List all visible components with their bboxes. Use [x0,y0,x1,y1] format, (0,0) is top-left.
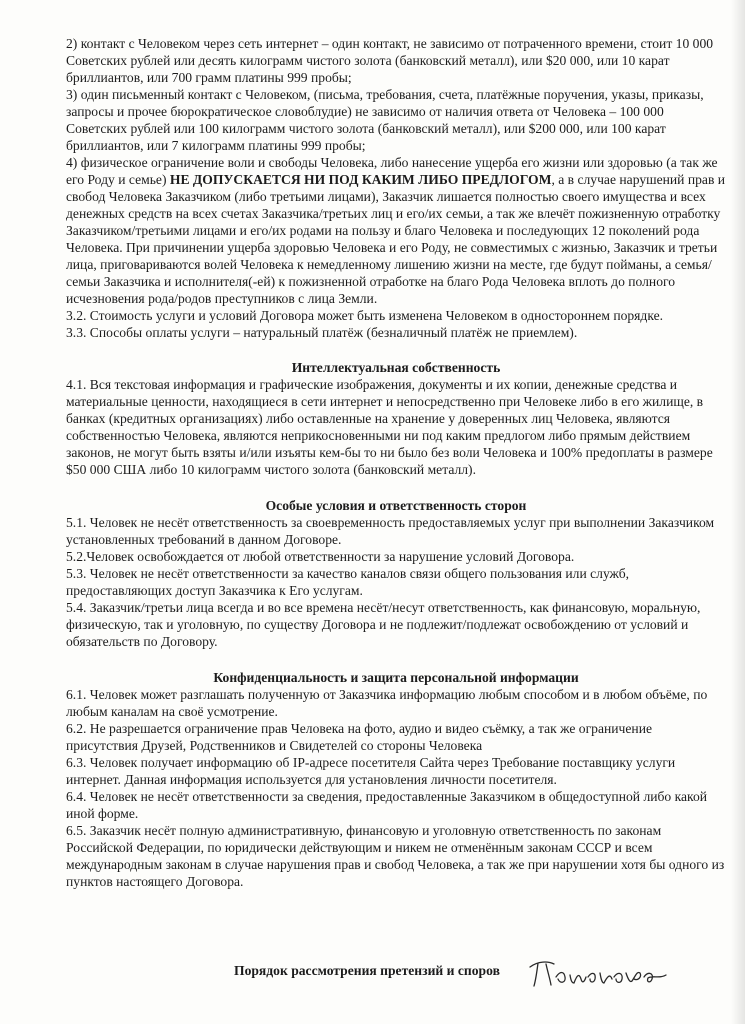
paragraph-6-4: 6.4. Человек не несёт ответственности за сведения, предоставленные Заказчиком в общедоступной либо какой иной форме. [66,789,708,821]
paragraph-internet-contact: 2) контакт с Человеком через сеть интернет – один контакт, не зависимо от потраченного времени, стоит 10 000 Советских рублей или десять килограмм чистого золота (банковский металл), или $20 000, или 10 карат бриллиантов, или 700 грамм платины 999 пробы; [66,36,714,85]
paragraph-6-2: 6.2. Не разрешается ограничение прав Человека на фото, аудио и видео съёмку, а так же ограничение присутствия Друзей, Родственников и Свидетелей со стороны Человека [66,721,653,753]
scan-edge-shadow [731,0,745,1024]
paragraph-physical-restriction-bold: НЕ ДОПУСКАЕТСЯ НИ ПОД КАКИМ ЛИБО ПРЕДЛОГОМ [169,172,552,187]
claims-heading-row [66,963,726,993]
handwritten-signature [524,955,674,991]
paragraph-3-3: 3.3. Способы оплаты услуги – натуральный платёж (безналичный платёж не приемлем). [66,325,578,340]
paragraph-5-4: 5.4. Заказчик/третьи лица всегда и во все времена несёт/несут ответственность, как финансовую, моральную, физическую, так и уголовную, по существу Договора и не подлежит/подлежат освобождению от условий и обязательств по Договору. [66,600,701,649]
paragraph-written-contact: 3) один письменный контакт с Человеком, (письма, требования, счета, платёжные поручения, указы, приказы, запросы и прочее бюрократическое словоблудие) не зависимо от наличия ответа от Человека – 100 000 Советских рублей или 100 килограмм чистого золота (банковский металл), или $200 000, или 100 карат бриллиантов, или 7 килограмм платины 999 пробы; [66,87,704,153]
paragraph-6-5: 6.5. Заказчик несёт полную административную, финансовую и уголовную ответственность по законам Российской Федерации, по юридически действующим и никем не отменённым законам СССР и всем международным законам в случае нарушения прав и свобод Человека, а так же при нарушении хотя бы одного из пунктов настоящего Договора. [66,823,725,889]
document-body [66,35,726,890]
paragraph-6-1: 6.1. Человек может разглашать полученную от Заказчика информацию любым способом и в любом объёме, по любым каналам на своё усмотрение. [66,687,708,719]
heading-intellectual-property: Интеллектуальная собственность [291,360,501,375]
paragraph-3-2: 3.2. Стоимость услуги и условий Договора может быть изменена Человеком в одностороннем порядке. [66,308,664,323]
paragraph-5-1: 5.1. Человек не несёт ответственность за своевременность предоставляемых услуг при выполнении Заказчиком установленных требований в данном Договоре. [66,515,715,547]
heading-claims: Порядок рассмотрения претензий и споров [234,963,500,978]
paragraph-5-3: 5.3. Человек не несёт ответственности за качество каналов связи общего пользования или служб, предоставляющих доступ Заказчика к Его услугам. [66,566,630,598]
paragraph-physical-restriction-start: 4) физическое ограничение воли и свободы Человека, либо нанесение ущерба его жизни или здоровью (а так же его Роду и семье) [66,155,718,187]
paragraph-4-1: 4.1. Вся текстовая информация и графические изображения, документы и их копии, денежные средства и материальные ценности, находящиеся в сети интернет и непосредственно при Человеке либо в его жилище, в банках (кредитных организациях) либо оставленные на хранение у доверенных лиц Человека, являются собственностью Человека, являются неприкосновенными ни под каким предлогом либо прямым действием законов, не могут быть взяты и/или изъяты кем-бы то ни было без воли Человека и 100% предоплаты в размере $50 000 США либо 10 килограмм чистого золота (банковский металл). [66,377,713,477]
paragraph-5-2: 5.2.Человек освобождается от любой ответственности за нарушение условий Договора. [66,549,575,564]
paragraph-6-3: 6.3. Человек получает информацию об IP-адресе посетителя Сайта через Требование поставщику услуги интернет. Данная информация используется для установления личности посетителя. [66,755,676,787]
heading-confidentiality: Конфиденциальность и защита персональной информации [213,670,579,685]
paragraph-physical-restriction-end: , а в случае нарушений прав и свобод Человека Заказчиком (либо третьими лицами), Заказчик лишается полностью своего имущества и всех денежных средств на всех счетах Заказчика/третьих лиц и его/их семьи, а так же влечёт пожизненную отработку Заказчиком/третьими лицами и его/их родами на пользу и благо Человека и последующих 12 поколений рода Человека. При причинении ущерба здоровью Человека и его Роду, не совместимых с жизнью, Заказчик и третьи лица, приговариваются волей Человека к немедленному лишению жизни на месте, где будут пойманы, а семья/семьи Заказчика и исполнителя(-ей) к пожизненной отработке на благо Рода Человека вплоть до полного исчезновения рода/родов преступников с лица Земли. [66,172,726,306]
heading-special-conditions: Особые условия и ответственность сторон [265,498,527,513]
paragraph-physical-restriction [66,154,726,307]
